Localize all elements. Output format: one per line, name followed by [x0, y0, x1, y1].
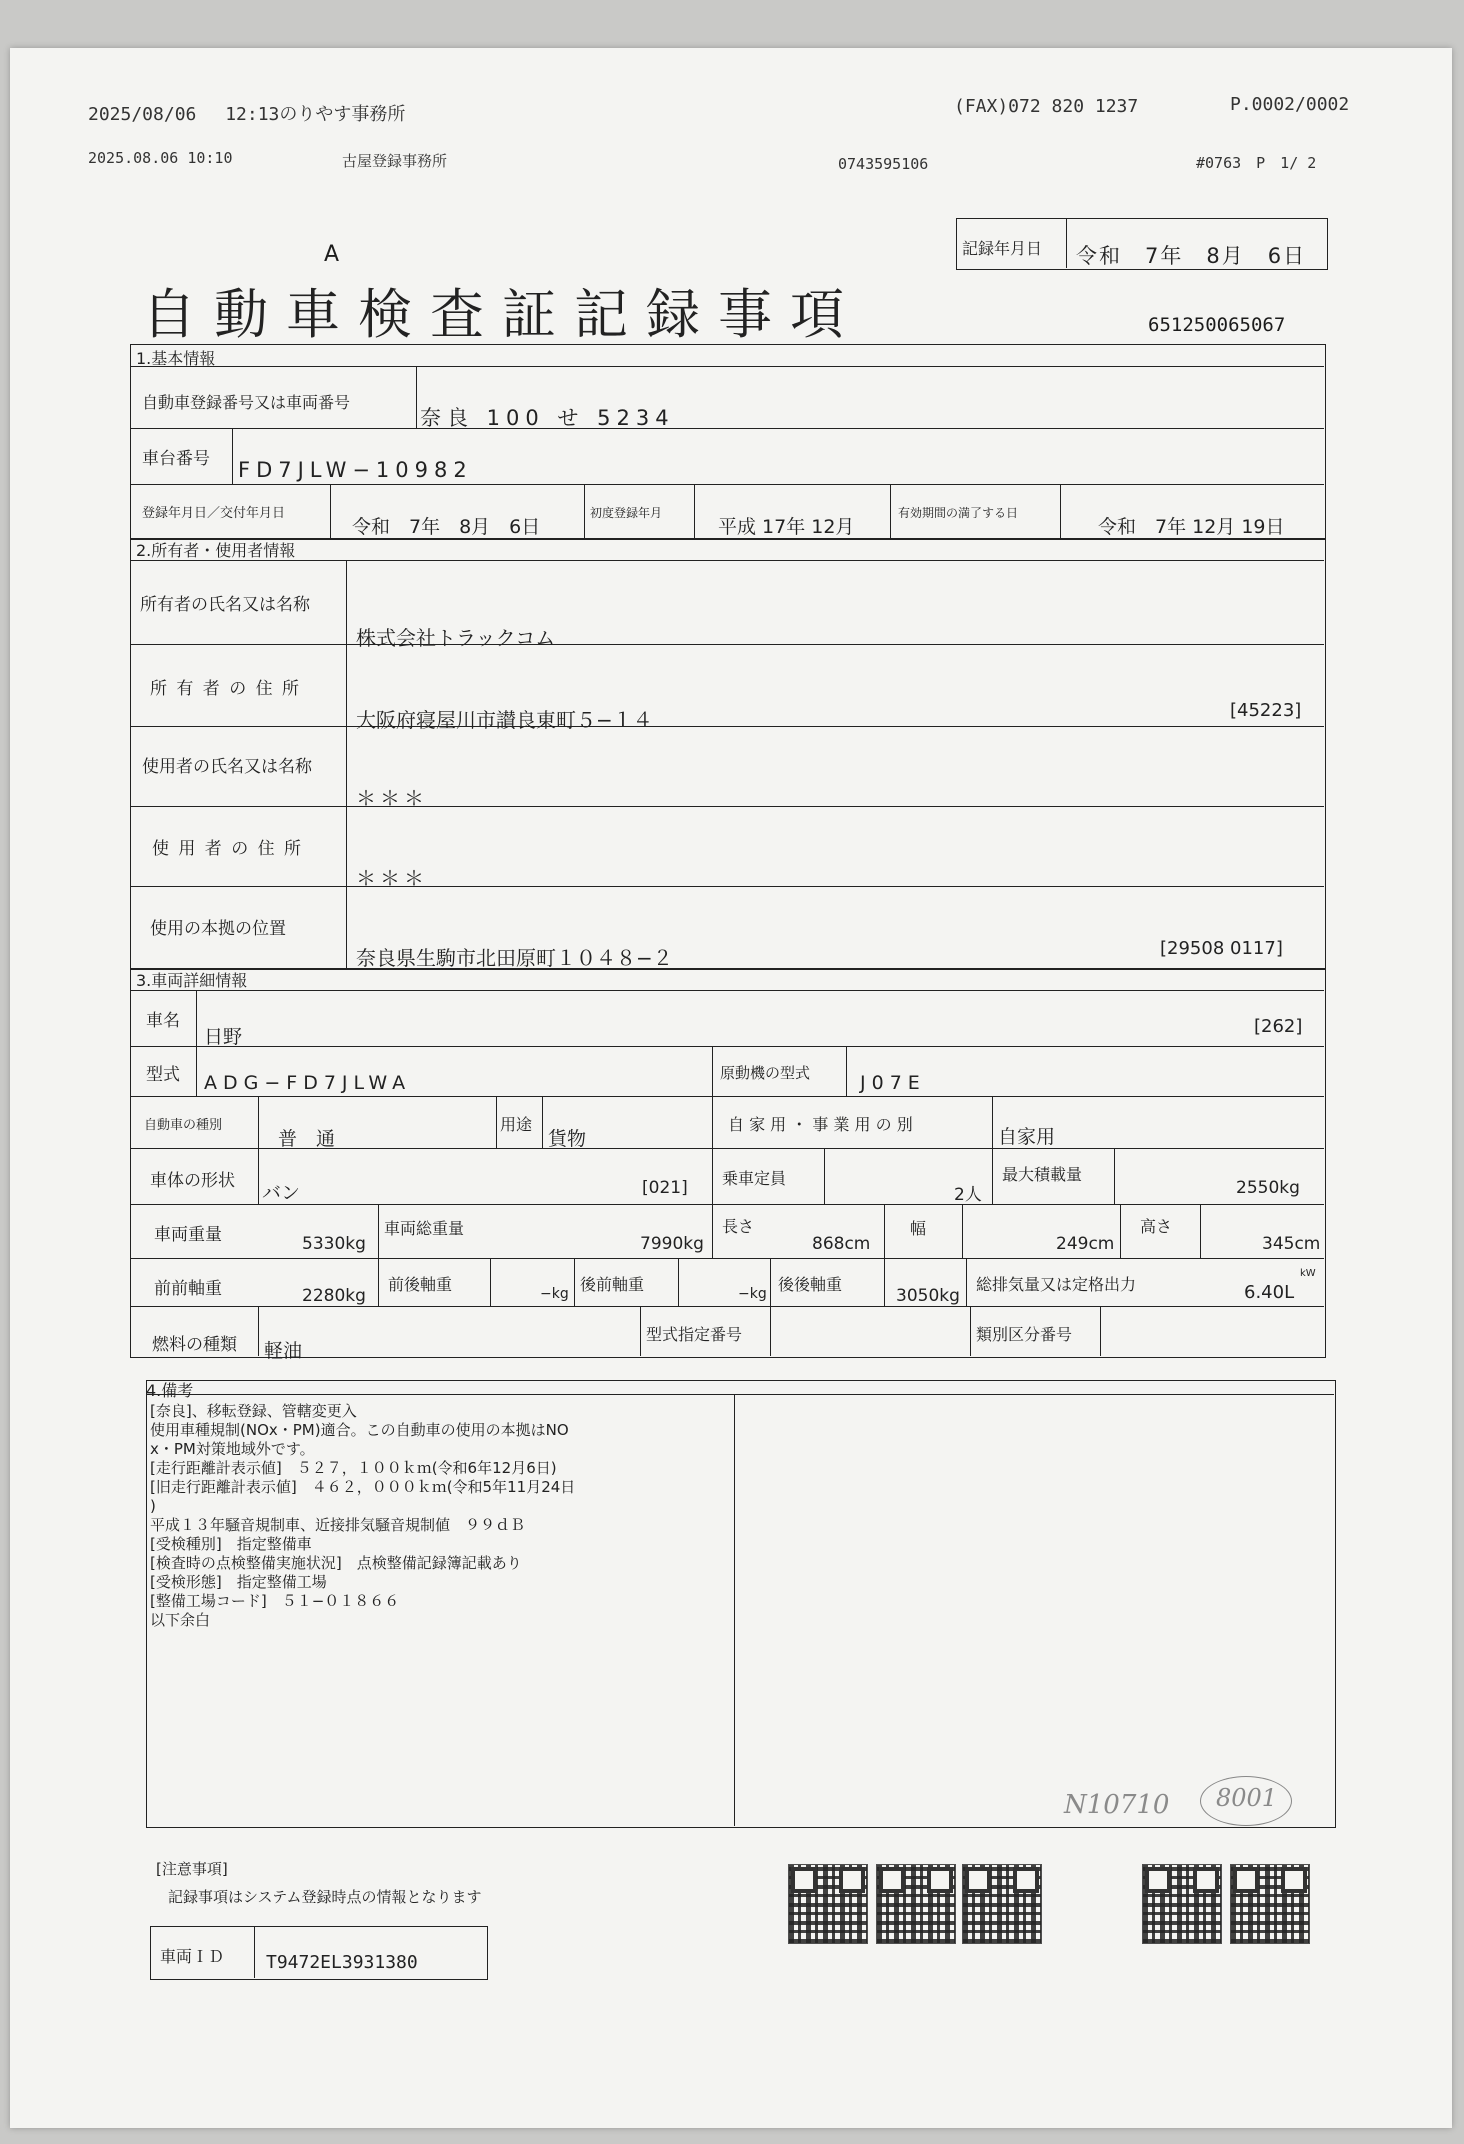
displacement-unit: kW	[1300, 1268, 1316, 1279]
model-label: 型式	[146, 1065, 180, 1085]
width-label: 幅	[910, 1219, 927, 1238]
category-number-label: 類別区分番号	[976, 1325, 1073, 1344]
maker-code: [262]	[1254, 1016, 1303, 1037]
vehicle-class-label: 自動車の種別	[144, 1118, 223, 1133]
section3-heading: 3.車両詳細情報	[136, 971, 248, 990]
user-address-label: 使 用 者 の 住 所	[152, 839, 304, 859]
remarks-line: [整備工場コード] ５１−０１８６６	[150, 1592, 400, 1610]
qr-code-2	[876, 1864, 956, 1944]
remarks-line: [走行距離計表示値] ５２７，１００ｋｍ(令和6年12月6日)	[150, 1459, 557, 1477]
max-load-value: 2550kg	[1236, 1178, 1300, 1198]
base-location-label: 使用の本拠の位置	[150, 919, 286, 939]
chassis-number-value: FD7JLW−10982	[238, 458, 473, 482]
fax-header-number: (FAX)072 820 1237	[954, 96, 1139, 117]
fr-axle-value: −kg	[540, 1286, 569, 1302]
first-registration-value: 平成 17年 12月	[718, 516, 855, 538]
private-business-label: 自 家 用 ・ 事 業 用 の 別	[728, 1115, 913, 1134]
owner-address-value: 大阪府寝屋川市讃良東町５−１４	[356, 708, 653, 732]
displacement-value: 6.40L	[1244, 1282, 1295, 1303]
section2-heading: 2.所有者・使用者情報	[136, 541, 296, 560]
section-basic-info	[130, 344, 1326, 540]
registration-number-value: 奈良 100 せ 5234	[420, 406, 675, 430]
remarks-line: [奈良]、移転登録、管轄変更入	[150, 1402, 357, 1420]
fax-header-timestamp: 2025/08/06 12:13のりやす事務所	[88, 104, 406, 125]
qr-code-5	[1230, 1864, 1310, 1944]
engine-model-label: 原動機の型式	[720, 1064, 811, 1082]
maker-label: 車名	[146, 1011, 180, 1031]
owner-address-code: [45223]	[1230, 700, 1302, 721]
section1-heading: 1.基本情報	[136, 349, 216, 368]
serial-number: 651250065067	[1148, 314, 1286, 336]
fax-header-page-2: #0763 P 1/ 2	[1196, 154, 1317, 172]
fuel-label: 燃料の種類	[152, 1335, 237, 1355]
fax-header-office: 古屋登録事務所	[342, 152, 448, 170]
expiry-label: 有効期間の満了する日	[898, 506, 1019, 520]
record-date-value: 令和 7年 8月 6日	[1076, 244, 1307, 268]
capacity-value: 2人	[954, 1185, 982, 1205]
rf-axle-value: −kg	[738, 1286, 767, 1302]
notice-text: 記録事項はシステム登録時点の情報となります	[168, 1888, 482, 1906]
registration-date-value: 令和 7年 8月 6日	[352, 516, 541, 538]
length-label: 長さ	[722, 1217, 755, 1236]
ff-axle-label: 前前軸重	[154, 1279, 222, 1299]
vehicle-id-label: 車両ＩＤ	[160, 1947, 225, 1966]
height-value: 345cm	[1262, 1234, 1321, 1254]
user-name-value: ＊＊＊	[356, 786, 428, 810]
remarks-line: [旧走行距離計表示値] ４６２，０００ｋｍ(令和5年11月24日	[150, 1478, 576, 1496]
owner-address-label: 所 有 者 の 住 所	[150, 679, 302, 699]
width-value: 249cm	[1056, 1234, 1115, 1254]
qr-code-4	[1142, 1864, 1222, 1944]
registration-number-label: 自動車登録番号又は車両番号	[142, 393, 351, 412]
fax-header-timestamp-2: 2025.08.06 10:10	[88, 149, 233, 167]
ff-axle-value: 2280kg	[302, 1286, 366, 1306]
page-title: 自動車検査証記録事項	[142, 283, 862, 346]
capacity-label: 乗車定員	[722, 1169, 787, 1188]
circled-note: 8001	[1216, 1784, 1278, 1812]
body-shape-label: 車体の形状	[150, 1171, 235, 1191]
remarks-line: [受検形態] 指定整備工場	[150, 1573, 327, 1591]
form-mark: A	[324, 242, 340, 267]
use-label: 用途	[500, 1115, 533, 1134]
handwritten-note: N10710	[1064, 1790, 1170, 1820]
remarks-text	[150, 1402, 575, 1630]
body-shape-value: バン	[262, 1182, 301, 1204]
record-date-label: 記録年月日	[962, 239, 1043, 258]
private-business-value: 自家用	[998, 1126, 1056, 1148]
length-value: 868cm	[812, 1234, 871, 1254]
gross-weight-label: 車両総重量	[384, 1219, 465, 1238]
maker-value: 日野	[204, 1026, 243, 1048]
user-name-label: 使用者の氏名又は名称	[142, 757, 312, 777]
remarks-line: 使用車種規制(NOx・PM)適合。この自動車の使用の本拠はNO	[150, 1421, 569, 1439]
model-value: ADG−FD7JLWA	[204, 1072, 412, 1094]
height-label: 高さ	[1140, 1217, 1173, 1236]
type-designation-label: 型式指定番号	[646, 1325, 743, 1344]
fax-header-phone: 0743595106	[838, 155, 929, 173]
remarks-line: x・PM対策地域外です。	[150, 1440, 315, 1458]
vehicle-weight-label: 車両重量	[154, 1225, 222, 1245]
remarks-line: 以下余白	[150, 1611, 211, 1629]
vehicle-class-value: 普 通	[278, 1128, 336, 1150]
base-location-value: 奈良県生駒市北田原町１０４８−２	[356, 946, 673, 970]
use-value: 貨物	[548, 1128, 587, 1150]
rf-axle-label: 後前軸重	[580, 1275, 645, 1294]
registration-date-label: 登録年月日／交付年月日	[142, 506, 286, 521]
owner-name-value: 株式会社トラックコム	[356, 626, 556, 650]
gross-weight-value: 7990kg	[640, 1234, 704, 1254]
vehicle-id-value: T9472EL3931380	[266, 1952, 418, 1973]
remarks-line: [受検種別] 指定整備車	[150, 1535, 312, 1553]
max-load-label: 最大積載量	[1002, 1165, 1083, 1184]
fax-header-page: P.0002/0002	[1230, 94, 1350, 115]
base-location-code: [29508 0117]	[1160, 938, 1283, 959]
qr-code-1	[788, 1864, 868, 1944]
rr-axle-label: 後後軸重	[778, 1275, 843, 1294]
body-shape-code: [021]	[642, 1178, 688, 1198]
first-registration-label: 初度登録年月	[590, 506, 663, 520]
engine-model-value: J07E	[860, 1072, 926, 1094]
rr-axle-value: 3050kg	[896, 1286, 960, 1306]
remarks-line: )	[150, 1497, 156, 1515]
fr-axle-label: 前後軸重	[388, 1275, 453, 1294]
remarks-line: [検査時の点検整備実施状況] 点検整備記録簿記載あり	[150, 1554, 522, 1572]
qr-code-3	[962, 1864, 1042, 1944]
fuel-value: 軽油	[264, 1340, 303, 1362]
expiry-value: 令和 7年 12月 19日	[1098, 516, 1285, 538]
displacement-label: 総排気量又は定格出力	[976, 1275, 1137, 1294]
user-address-value: ＊＊＊	[356, 866, 428, 890]
owner-name-label: 所有者の氏名又は名称	[140, 595, 310, 615]
remarks-line: 平成１３年騒音規制車、近接排気騒音規制値 ９９ｄＢ	[150, 1516, 526, 1534]
vehicle-weight-value: 5330kg	[302, 1234, 366, 1254]
chassis-number-label: 車台番号	[142, 449, 210, 469]
section4-heading: 4.備考	[146, 1381, 194, 1400]
notice-heading: [注意事項]	[156, 1860, 228, 1878]
